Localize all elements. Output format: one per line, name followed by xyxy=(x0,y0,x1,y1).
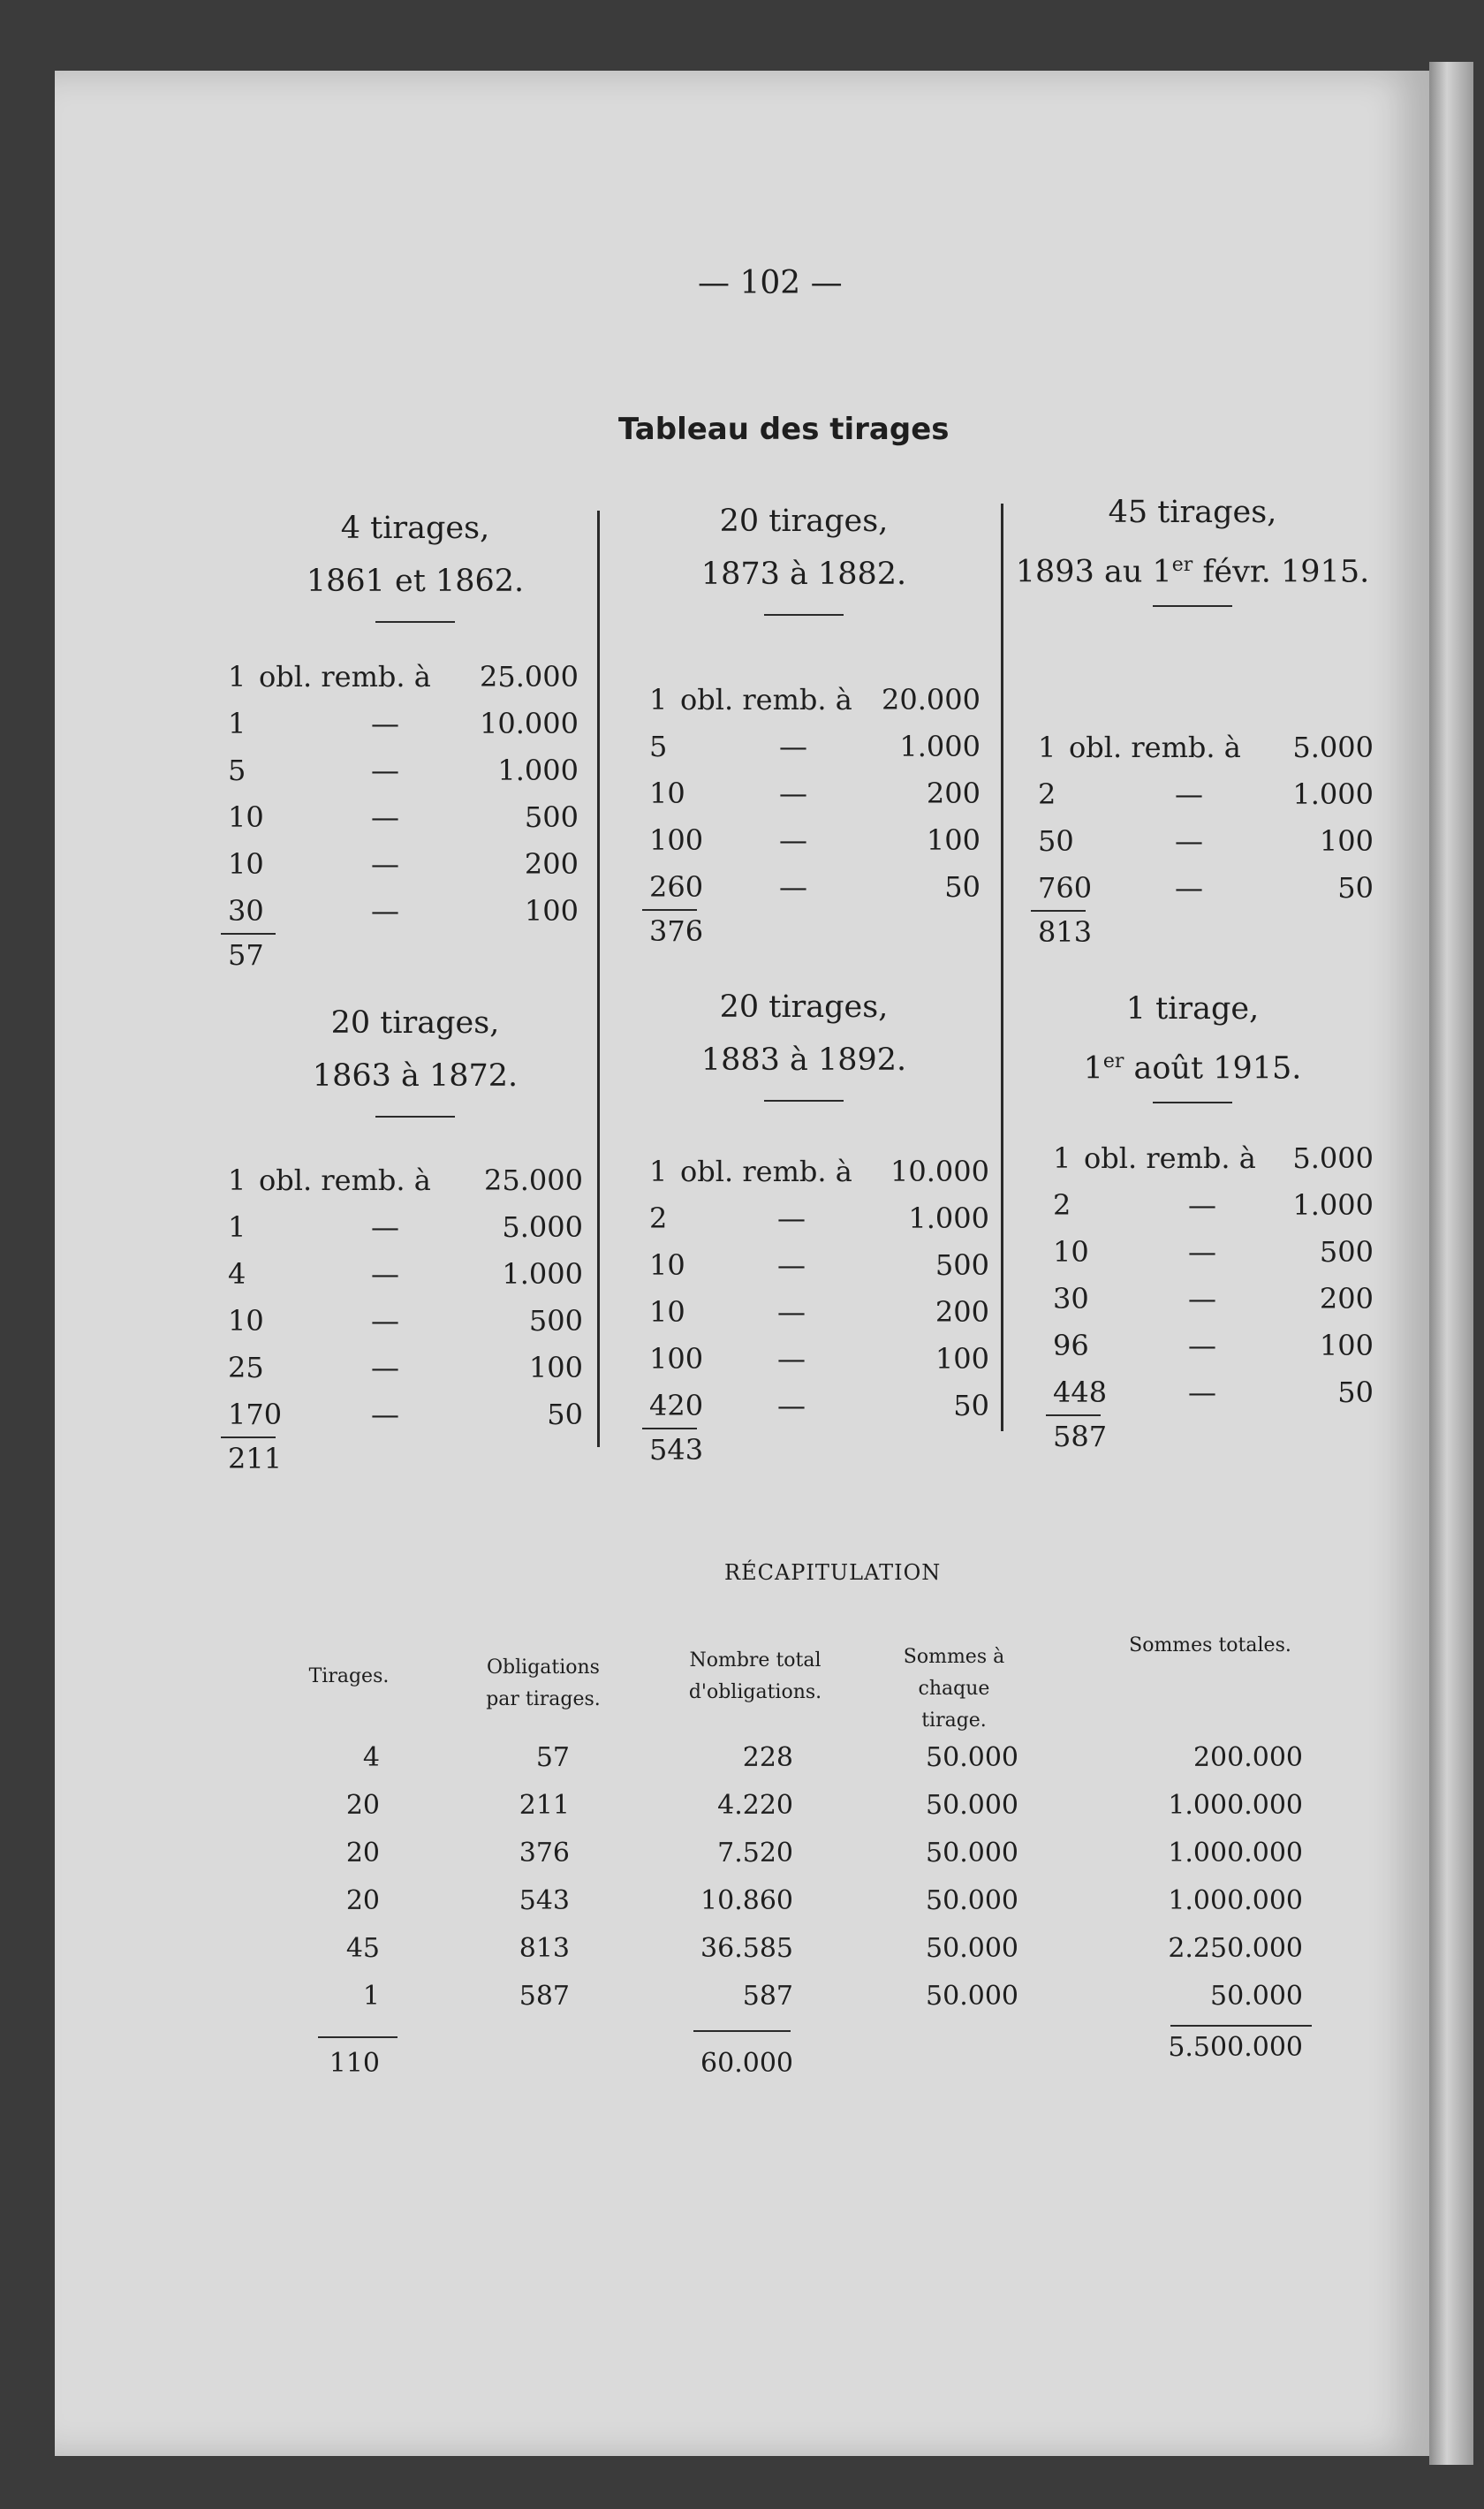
recap-cell: 1.000.000 xyxy=(1168,1838,1303,1868)
quantity: 260 xyxy=(649,870,704,904)
amount: 5.000 xyxy=(1292,1141,1374,1175)
heading-line: 4 tirages, xyxy=(340,511,490,546)
amount: 50 xyxy=(1337,871,1374,905)
amount: 200 xyxy=(935,1295,989,1329)
dash: — xyxy=(371,707,399,740)
heading-line: 20 tirages, xyxy=(330,1005,500,1041)
recap-cell: 50.000 xyxy=(926,1742,1018,1773)
amount: 100 xyxy=(1319,824,1374,858)
heading-line: 1873 à 1882. xyxy=(700,557,907,592)
block-heading-e xyxy=(1007,486,1378,599)
heading-rule xyxy=(764,614,844,616)
amount: 25.000 xyxy=(480,660,579,694)
amount: 50 xyxy=(953,1389,989,1422)
heading-rule xyxy=(764,1100,844,1102)
quantity: 420 xyxy=(649,1389,704,1422)
recap-total-rule xyxy=(1170,2025,1312,2027)
recap-cell: 50.000 xyxy=(926,1838,1018,1868)
recap-cell: 7.520 xyxy=(717,1838,793,1868)
quantity: 96 xyxy=(1053,1329,1089,1362)
recap-cell: 50.000 xyxy=(926,1790,1018,1821)
remb-label: obl. remb. à xyxy=(1069,731,1241,764)
heading-line: 1 tirage, xyxy=(1125,991,1260,1027)
amount: 5.000 xyxy=(502,1210,583,1244)
recap-cell: 2.250.000 xyxy=(1168,1933,1303,1964)
amount: 1.000 xyxy=(1292,1188,1374,1222)
amount: 1.000 xyxy=(899,730,980,763)
heading-line: 20 tirages, xyxy=(719,504,889,539)
block-heading-d xyxy=(618,981,989,1087)
block-total: 376 xyxy=(649,914,704,948)
recap-cell: 20 xyxy=(345,1885,380,1916)
block-heading-f xyxy=(1007,982,1378,1095)
recap-header: Nombre total d'obligations. xyxy=(688,1649,822,1703)
amount: 1.000 xyxy=(502,1257,583,1291)
heading-line: 45 tirages, xyxy=(1108,495,1277,530)
total-rule xyxy=(1031,910,1086,912)
dash: — xyxy=(371,1210,399,1244)
dash: — xyxy=(779,777,807,810)
amount: 20.000 xyxy=(882,683,980,716)
superscript: er xyxy=(1102,1050,1124,1073)
heading-rule xyxy=(375,621,455,623)
heading-rule xyxy=(1153,1102,1232,1103)
recap-header: Sommes totales. xyxy=(1129,1634,1291,1656)
recap-total: 60.000 xyxy=(700,2048,793,2079)
amount: 100 xyxy=(524,894,579,928)
dash: — xyxy=(1175,871,1203,905)
quantity: 2 xyxy=(649,1201,668,1235)
amount: 100 xyxy=(528,1351,583,1384)
recap-header: Tirages. xyxy=(308,1665,390,1687)
dash: — xyxy=(777,1295,806,1329)
recap-cell: 228 xyxy=(742,1742,793,1773)
dash: — xyxy=(779,870,807,904)
heading-rule xyxy=(375,1116,455,1118)
dash: — xyxy=(1188,1282,1216,1315)
heading-line: 1er août 1915. xyxy=(1083,1050,1302,1087)
quantity: 760 xyxy=(1038,871,1093,905)
amount: 50 xyxy=(1337,1376,1374,1409)
recap-cell: 20 xyxy=(345,1838,380,1868)
column-divider-right xyxy=(1001,504,1003,1431)
dash: — xyxy=(777,1342,806,1376)
total-rule xyxy=(1046,1414,1101,1416)
quantity: 1 xyxy=(1053,1141,1071,1175)
block-total: 813 xyxy=(1038,915,1093,949)
quantity: 1 xyxy=(228,1210,246,1244)
remb-label: obl. remb. à xyxy=(680,1155,852,1188)
quantity: 1 xyxy=(1038,731,1056,764)
heading-line: 20 tirages, xyxy=(719,989,889,1025)
quantity: 10 xyxy=(649,1295,685,1329)
quantity: 2 xyxy=(1053,1188,1071,1222)
heading-line: 1883 à 1892. xyxy=(700,1042,907,1078)
recap-title: RÉCAPITULATION xyxy=(724,1560,942,1585)
quantity: 1 xyxy=(228,707,246,740)
block-total: 543 xyxy=(649,1433,704,1467)
amount: 500 xyxy=(1319,1235,1374,1269)
amount: 200 xyxy=(1319,1282,1374,1315)
quantity: 10 xyxy=(649,1248,685,1282)
amount: 10.000 xyxy=(890,1155,989,1188)
block-heading-c xyxy=(618,495,989,601)
quantity: 10 xyxy=(228,1304,264,1338)
dash: — xyxy=(777,1201,806,1235)
recap-header: Sommes à chaque tirage. xyxy=(903,1646,1005,1732)
recap-cell: 57 xyxy=(535,1742,570,1773)
recap-total-rule xyxy=(318,2036,398,2038)
dash: — xyxy=(371,800,399,834)
amount: 500 xyxy=(935,1248,989,1282)
remb-label: obl. remb. à xyxy=(259,660,431,694)
amount: 25.000 xyxy=(484,1164,583,1197)
column-divider-left xyxy=(597,511,600,1447)
amount: 10.000 xyxy=(480,707,579,740)
block-total: 587 xyxy=(1053,1420,1108,1453)
amount: 5.000 xyxy=(1292,731,1374,764)
recap-cell: 45 xyxy=(345,1933,380,1964)
recap-cell: 1 xyxy=(362,1981,380,2012)
dash: — xyxy=(1175,777,1203,811)
quantity: 5 xyxy=(228,754,246,787)
quantity: 25 xyxy=(228,1351,264,1384)
total-rule xyxy=(642,909,697,911)
dash: — xyxy=(779,823,807,857)
quantity: 10 xyxy=(1053,1235,1089,1269)
quantity: 30 xyxy=(1053,1282,1089,1315)
dash: — xyxy=(371,894,399,928)
recap-cell: 50.000 xyxy=(926,1885,1018,1916)
amount: 1.000 xyxy=(908,1201,989,1235)
amount: 200 xyxy=(926,777,980,810)
amount: 500 xyxy=(524,800,579,834)
amount: 1.000 xyxy=(1292,777,1374,811)
quantity: 1 xyxy=(649,1155,668,1188)
recap-cell: 36.585 xyxy=(700,1933,793,1964)
quantity: 1 xyxy=(228,660,246,694)
quantity: 10 xyxy=(649,777,685,810)
recap-cell: 200.000 xyxy=(1192,1742,1303,1773)
amount: 200 xyxy=(524,847,579,881)
recap-total: 110 xyxy=(329,2048,380,2079)
dash: — xyxy=(777,1248,806,1282)
recap-total-rule xyxy=(693,2030,791,2032)
recap-total: 5.500.000 xyxy=(1168,2032,1303,2063)
quantity: 5 xyxy=(649,730,668,763)
dash: — xyxy=(1188,1235,1216,1269)
dash: — xyxy=(779,730,807,763)
amount: 100 xyxy=(1319,1329,1374,1362)
block-heading-b xyxy=(221,997,610,1103)
dash: — xyxy=(1188,1329,1216,1362)
amount: 50 xyxy=(944,870,980,904)
amount: 100 xyxy=(935,1342,989,1376)
quantity: 2 xyxy=(1038,777,1056,811)
amount: 50 xyxy=(547,1398,583,1431)
recap-cell: 211 xyxy=(519,1790,570,1821)
amount: 1.000 xyxy=(497,754,579,787)
heading-line: 1893 au 1er févr. 1915. xyxy=(1015,554,1370,590)
quantity: 448 xyxy=(1053,1376,1108,1409)
dash: — xyxy=(371,1304,399,1338)
total-rule xyxy=(221,933,276,935)
dash: — xyxy=(371,1257,399,1291)
quantity: 4 xyxy=(228,1257,246,1291)
dash: — xyxy=(371,754,399,787)
remb-label: obl. remb. à xyxy=(1084,1141,1256,1175)
page-number: — 102 — xyxy=(698,265,843,301)
recap-header: Obligations par tirages. xyxy=(486,1656,601,1710)
page-edge xyxy=(1429,62,1473,2465)
recap-cell: 50.000 xyxy=(926,1981,1018,2012)
recap-cell: 587 xyxy=(742,1981,793,2012)
dash: — xyxy=(777,1389,806,1422)
dash: — xyxy=(1188,1376,1216,1409)
dash: — xyxy=(371,1351,399,1384)
recap-cell: 4.220 xyxy=(717,1790,793,1821)
recap-cell: 1.000.000 xyxy=(1168,1790,1303,1821)
recap-cell: 1.000.000 xyxy=(1168,1885,1303,1916)
block-heading-a xyxy=(221,502,610,608)
recap-cell: 20 xyxy=(345,1790,380,1821)
dash: — xyxy=(1188,1188,1216,1222)
block-total: 211 xyxy=(228,1442,283,1475)
heading-line: 1863 à 1872. xyxy=(312,1058,519,1094)
amount: 100 xyxy=(926,823,980,857)
dash: — xyxy=(371,1398,399,1431)
recap-cell: 4 xyxy=(362,1742,380,1773)
recap-cell: 10.860 xyxy=(700,1885,793,1916)
quantity: 1 xyxy=(649,683,668,716)
remb-label: obl. remb. à xyxy=(680,683,852,716)
quantity: 1 xyxy=(228,1164,246,1197)
dash: — xyxy=(1175,824,1203,858)
recap-cell: 50.000 xyxy=(926,1933,1018,1964)
remb-label: obl. remb. à xyxy=(259,1164,431,1197)
superscript: er xyxy=(1171,554,1193,576)
total-rule xyxy=(642,1428,697,1429)
quantity: 30 xyxy=(228,894,264,928)
quantity: 170 xyxy=(228,1398,283,1431)
recap-cell: 813 xyxy=(519,1933,570,1964)
quantity: 50 xyxy=(1038,824,1074,858)
quantity: 100 xyxy=(649,823,704,857)
quantity: 10 xyxy=(228,800,264,834)
recap-cell: 376 xyxy=(519,1838,570,1868)
quantity: 100 xyxy=(649,1342,704,1376)
recap-cell: 587 xyxy=(519,1981,570,2012)
dash: — xyxy=(371,847,399,881)
table-title: Tableau des tirages xyxy=(618,412,950,447)
quantity: 10 xyxy=(228,847,264,881)
heading-line: 1861 et 1862. xyxy=(306,564,525,599)
amount: 500 xyxy=(528,1304,583,1338)
total-rule xyxy=(221,1436,276,1438)
heading-rule xyxy=(1153,605,1232,607)
recap-cell: 50.000 xyxy=(1210,1981,1303,2012)
block-total: 57 xyxy=(228,938,264,972)
recap-cell: 543 xyxy=(519,1885,570,1916)
